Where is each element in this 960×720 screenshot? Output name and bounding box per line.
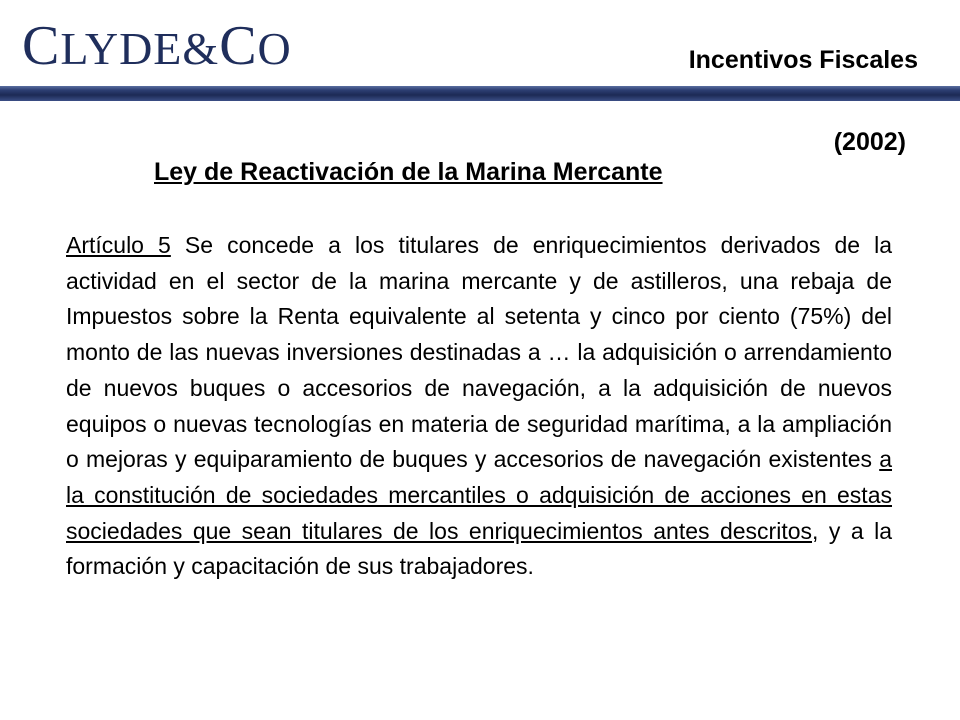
law-title: Ley de Reactivación de la Marina Mercante [154,158,663,186]
article-text-after: , y a la formación y capacitación de sus trabajadores. [66,517,892,580]
header-title: Incentivos Fiscales [688,46,918,74]
logo-letter-c2: C [219,15,258,77]
logo-lyde: LYDE [60,23,183,74]
year-label: (2002) [833,128,906,156]
header-rule [0,86,960,101]
clyde-co-logo [22,14,292,81]
article-text-underlined: a la constitución de sociedades mercantiles o adquisición de acciones en estas sociedades que sean titulares de los enriquecimientos antes descritos [66,446,892,544]
article-paragraph [66,228,892,585]
article-label: Artículo 5 [66,232,171,258]
logo-o: O [257,23,292,74]
logo-letter-c1: C [22,15,61,77]
logo-ampersand: & [182,23,220,74]
article-text-before: Se concede a los titulares de enriquecimientos derivados de la actividad en el sector de la marina mercante y de astilleros, una rebaja de Impuestos sobre la Renta equivalente al setenta y cinco por ciento (75%) del monto de las nuevas inversiones destinadas a … la adquisición o arrendamiento de nuevos buques o accesorios de navegación, a la adquisición de nuevos equipos o nuevas tecnologías en materia de seguridad marítima, a la ampliación o mejoras y equiparamiento de buques y accesorios de navegación existentes [66,232,893,473]
